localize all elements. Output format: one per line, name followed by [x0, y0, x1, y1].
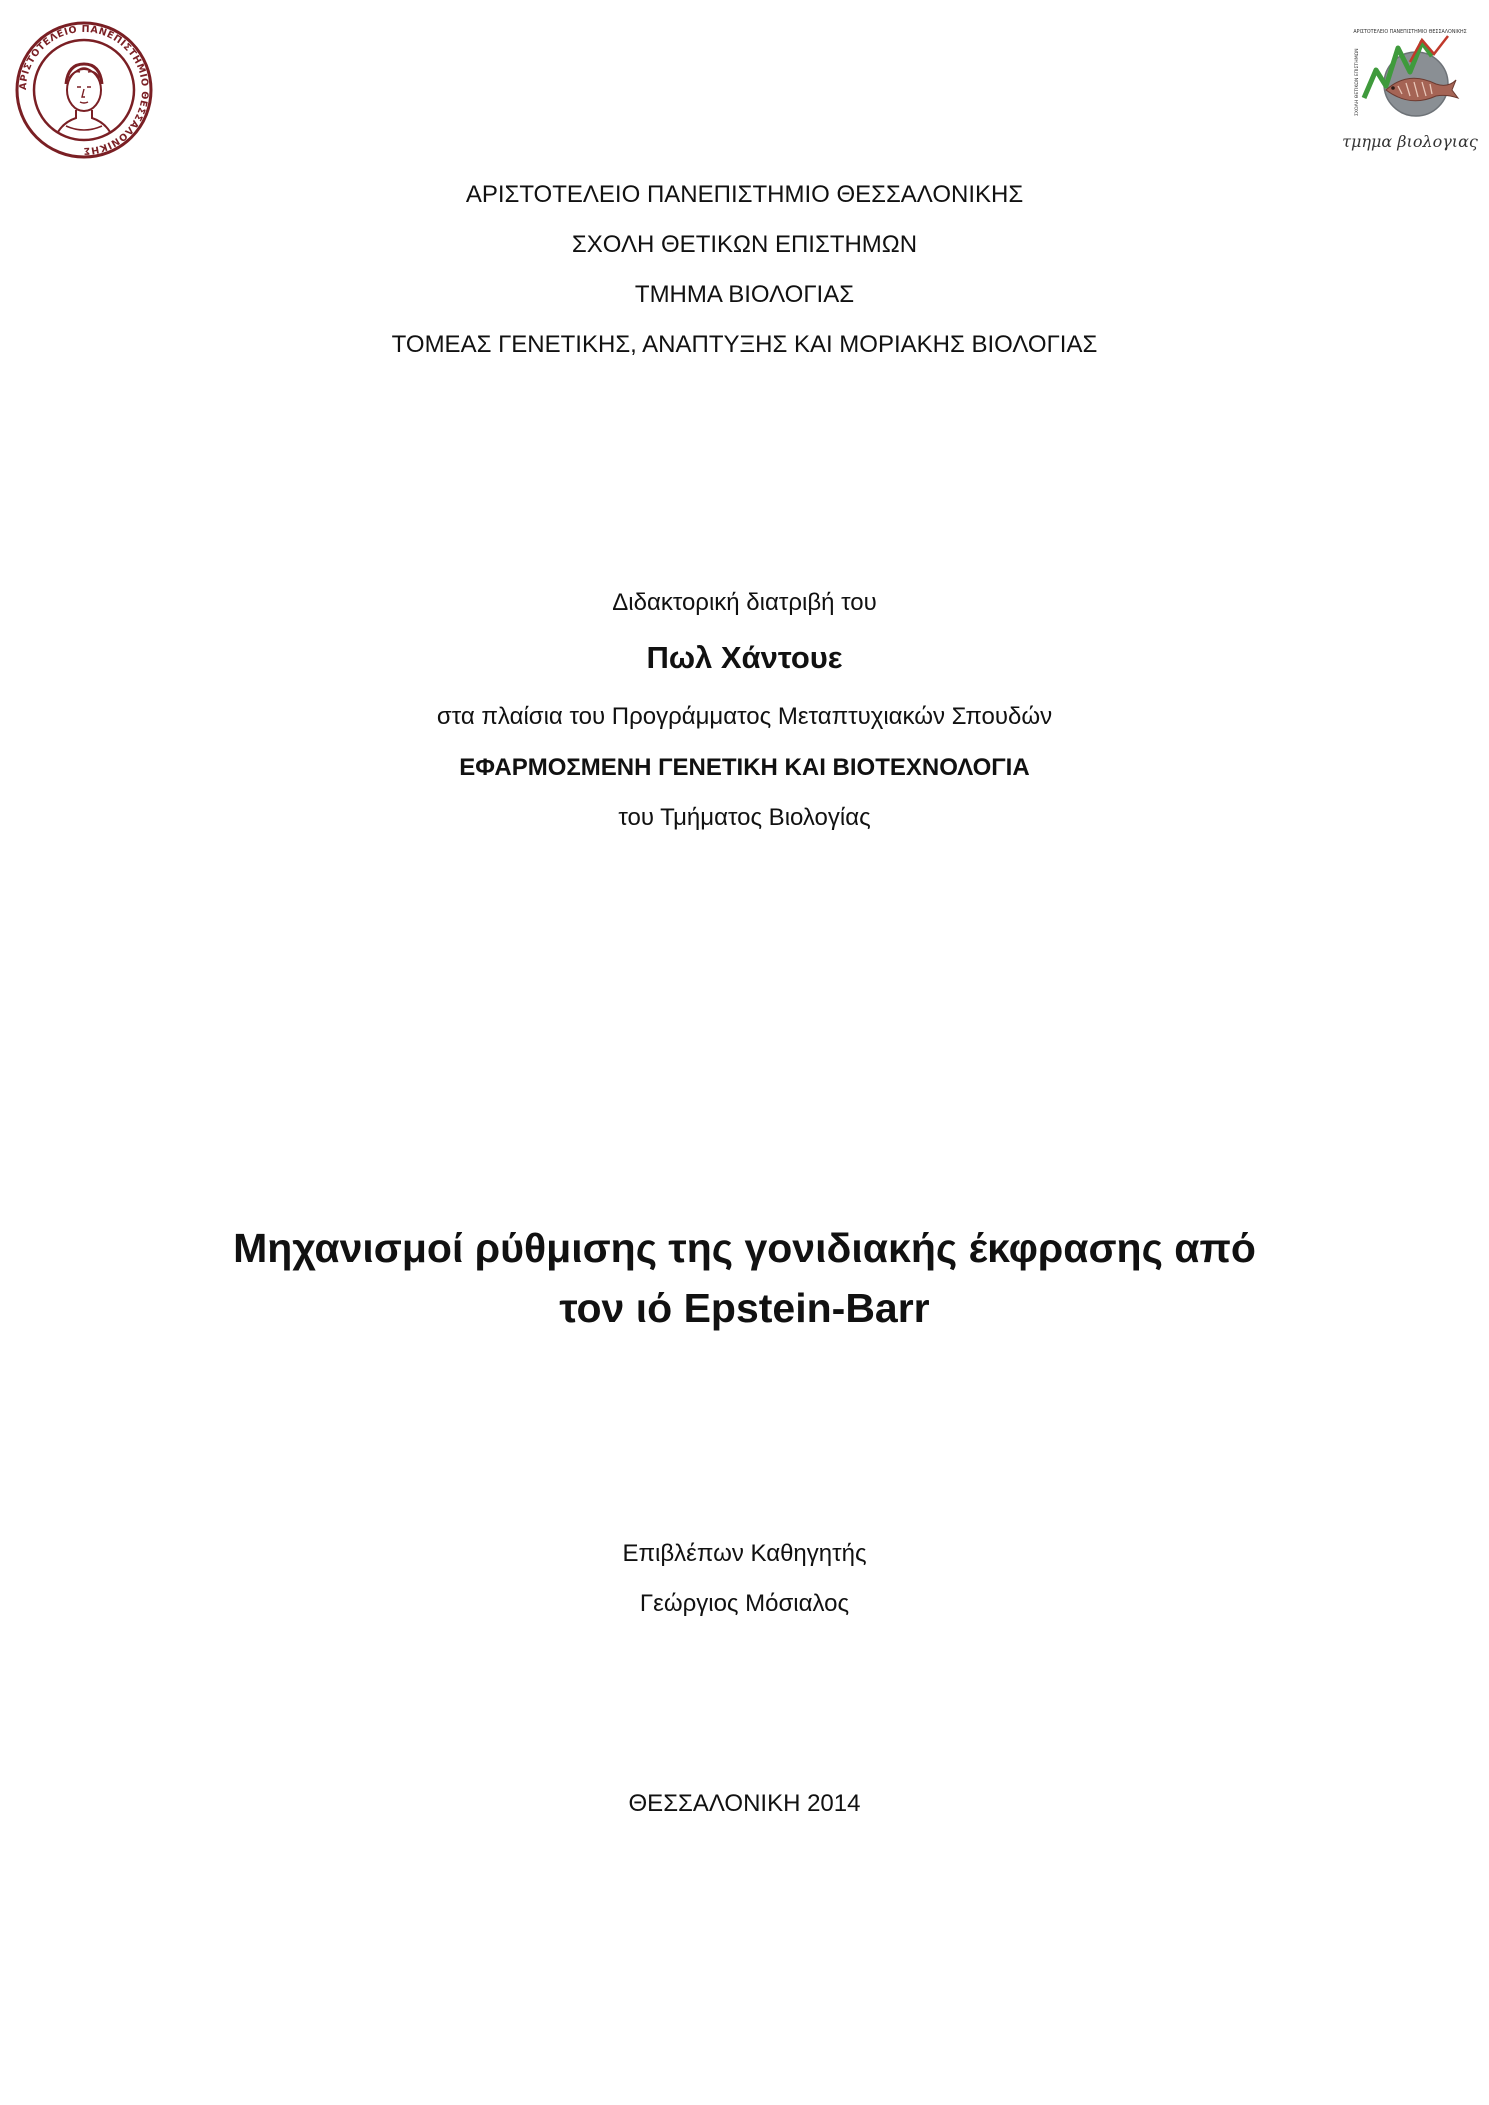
- author-name: Πωλ Χάντουε: [646, 640, 843, 675]
- thesis-type-label: Διδακτορική διατριβή του: [612, 589, 877, 616]
- sector-name: ΤΟΜΕΑΣ ΓΕΝΕΤΙΚΗΣ, ΑΝΑΠΤΥΞΗΣ ΚΑΙ ΜΟΡΙΑΚΗΣ ΒΙΟΛΟΓΙΑΣ: [391, 331, 1098, 358]
- university-name: ΑΡΙΣΤΟΤΕΛΕΙΟ ΠΑΝΕΠΙΣΤΗΜΙΟ ΘΕΣΣΑΛΟΝΙΚΗΣ: [465, 181, 1024, 208]
- svg-text:ΑΡΙΣΤΟΤΕΛΕΙΟ ΠΑΝΕΠΙΣΤΗΜΙΟ ΘΕΣΣ: ΑΡΙΣΤΟΤΕΛΕΙΟ ΠΑΝΕΠΙΣΤΗΜΙΟ ΘΕΣΣΑΛΟΝΙΚΗΣ: [17, 23, 151, 157]
- department-name: ΤΜΗΜΑ ΒΙΟΛΟΓΙΑΣ: [634, 281, 855, 308]
- svg-text:τμημα βιολογιας: τμημα βιολογιας: [1342, 132, 1478, 151]
- supervisor-name: Γεώργιος Μόσιαλος: [639, 1590, 850, 1617]
- program-name: ΕΦΑΡΜΟΣΜΕΝΗ ΓΕΝΕΤΙΚΗ ΚΑΙ ΒΙΟΤΕΧΝΟΛΟΓΙΑ: [459, 754, 1030, 781]
- thesis-title-line-2: τον ιό Epstein-Barr: [559, 1285, 930, 1331]
- program-intro: στα πλαίσια του Προγράμματος Μεταπτυχιακών Σπουδών: [436, 703, 1053, 730]
- school-name: ΣΧΟΛΗ ΘΕΤΙΚΩΝ ΕΠΙΣΤΗΜΩΝ: [571, 231, 918, 258]
- svg-text:ΑΡΙΣΤΟΤΕΛΕΙΟ ΠΑΝΕΠΙΣΤΗΜΙΟ ΘΕΣΣ: ΑΡΙΣΤΟΤΕΛΕΙΟ ΠΑΝΕΠΙΣΤΗΜΙΟ ΘΕΣΣΑΛΟΝΙΚΗΣ: [1353, 30, 1467, 35]
- place-year: ΘΕΣΣΑΛΟΝΙΚΗ 2014: [628, 1790, 861, 1817]
- program-department: του Τμήματος Βιολογίας: [618, 804, 871, 831]
- biology-department-logo: [1342, 26, 1478, 158]
- svg-text:ΣΧΟΛΗ ΘΕΤΙΚΩΝ ΕΠΙΣΤΗΜΩΝ: ΣΧΟΛΗ ΘΕΤΙΚΩΝ ΕΠΙΣΤΗΜΩΝ: [1355, 48, 1360, 116]
- university-seal-logo: [14, 20, 154, 160]
- thesis-title-line-1: Μηχανισμοί ρύθμισης της γονιδιακής έκφρασης από: [233, 1225, 1256, 1271]
- supervisor-label: Επιβλέπων Καθηγητής: [622, 1540, 867, 1567]
